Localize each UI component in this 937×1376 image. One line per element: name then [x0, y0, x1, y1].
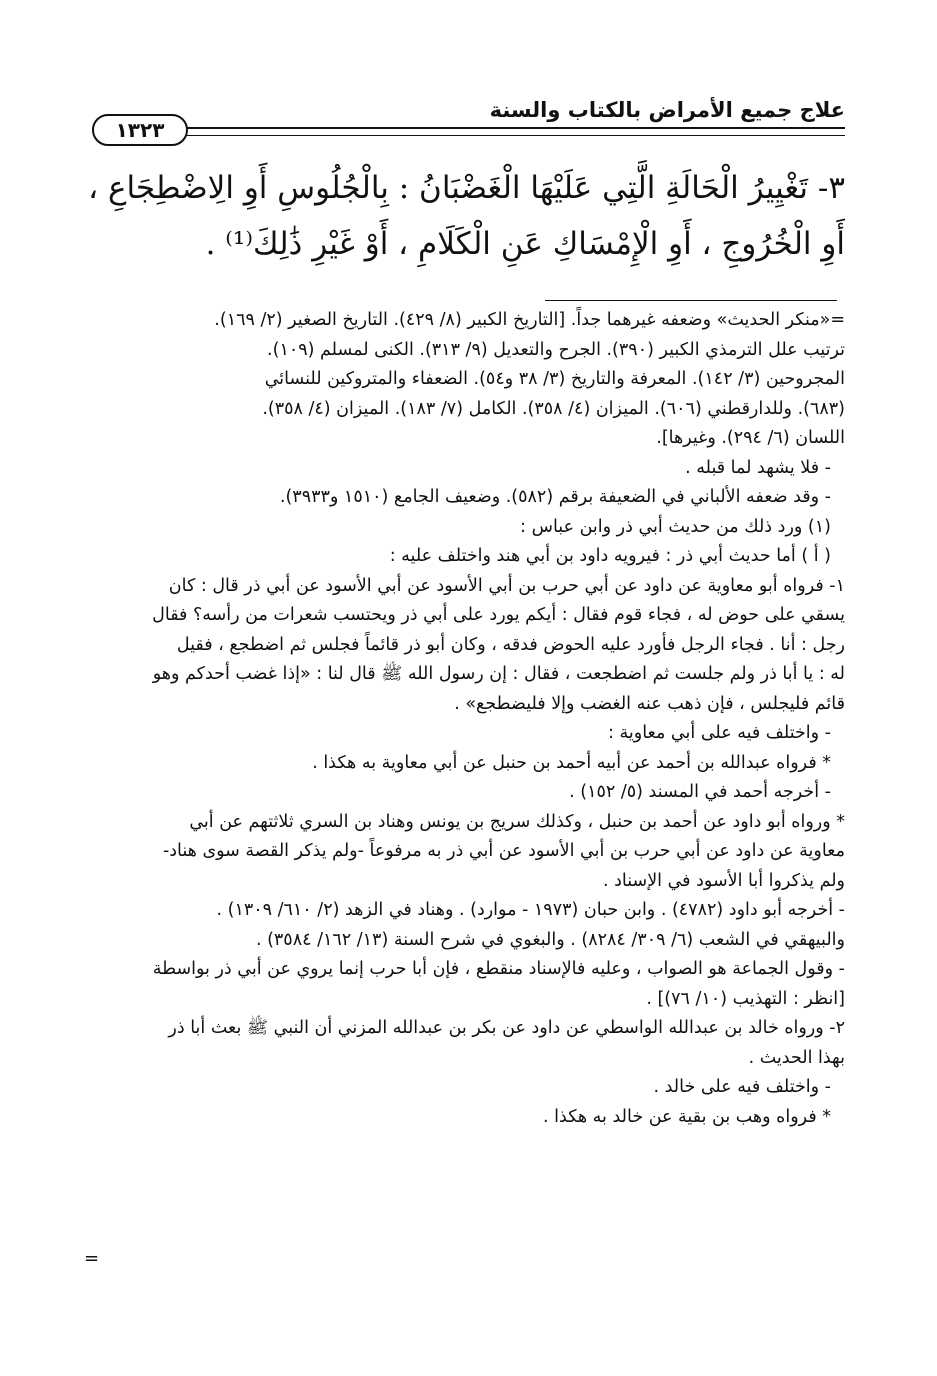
footnote-line: ترتيب علل الترمذي الكبير (٣٩٠). الجرح والتعديل (٩/ ٣١٣). الكنى لمسلم (١٠٩).	[267, 339, 845, 360]
main-line: ٣- تَغْيِيرُ الْحَالَةِ الَّتِي عَلَيْهَا الْغَضْبَانُ : بِالْجُلُوسِ أَوِ الِاضْطِجَاعِ ،	[88, 170, 845, 206]
footnote-line: ١- فرواه أبو معاوية عن داود عن أبي حرب بن أبي الأسود عن أبي الأسود عن أبي ذر قال : كان	[168, 575, 845, 596]
footnote-line: والبيهقي في الشعب (٦/ ٣٠٩/ ٨٢٨٤) . والبغوي في شرح السنة (١٣/ ١٦٢/ ٣٥٨٤) .	[255, 929, 845, 950]
footnote-line: * فرواه عبدالله بن أحمد عن أبيه أحمد بن حنبل عن أبي معاوية به هكذا .	[312, 752, 831, 773]
main-point-text	[85, 160, 845, 272]
main-line: أَوِ الْخُرُوجِ ، أَوِ الْإِمْسَاكِ عَنِ الْكَلَامِ ، أَوْ غَيْرِ ذَٰلِكَ⁽¹⁾ .	[205, 226, 845, 262]
footnote-line: قائم فليجلس ، فإن ذهب عنه الغضب وإلا فليضطجع» .	[454, 693, 845, 714]
page-number: ١٣٢٣	[92, 114, 188, 146]
footnote-line: =«منكر الحديث» وضعفه غيرهما جداً. [التاريخ الكبير (٨/ ٤٢٩). التاريخ الصغير (٢/ ١٦٩).	[214, 310, 845, 330]
footnote-line: يسقي على حوض له ، فجاء قوم فقال : أيكم يورد على أبي ذر ويحتسب شعرات من رأسه؟ فقال	[152, 605, 845, 625]
footnote-line: ولم يذكروا أبا الأسود في الإسناد .	[603, 870, 845, 891]
footnote-line: اللسان (٦/ ٢٩٤). وغيرها].	[656, 428, 845, 448]
header-rule	[180, 127, 845, 136]
footnote-line: بهذا الحديث .	[748, 1047, 845, 1068]
continuation-mark: =	[84, 1248, 100, 1269]
footnote-line: ٢- ورواه خالد بن عبدالله الواسطي عن داود عن بكر بن عبدالله المزني أن النبي ﷺ بعث أبا ذر	[168, 1018, 845, 1038]
footnote-line: - واختلف فيه على أبي معاوية :	[608, 723, 831, 743]
footnote-line: * ورواه أبو داود عن أحمد بن حنبل ، وكذلك سريج بن يونس وهناد بن السري ثلاثتهم عن أبي	[189, 811, 845, 832]
footnote-line: ( أ ) أما حديث أبي ذر : فيرويه داود بن أبي هند واختلف عليه :	[389, 546, 831, 566]
footnote-line: المجروحين (٣/ ١٤٢). المعرفة والتاريخ (٣/ ٣٨ و٥٤). الضعفاء والمتروكين للنسائي	[264, 369, 845, 389]
footnote-line: - أخرجه أبو داود (٤٧٨٢) . وابن حبان (١٩٧٣ - موارد) . وهناد في الزهد (٢/ ٦١٠/ ١٣٠٩) .	[216, 900, 845, 920]
footnote-line: - فلا يشهد لما قبله .	[685, 457, 831, 478]
footnote-line: (٦٨٣). وللدارقطني (٦٠٦). الميزان (٤/ ٣٥٨). الكامل (٧/ ١٨٣). الميزان (٤/ ٣٥٨).	[262, 398, 845, 419]
footnote-line: رجل : أنا . فجاء الرجل فأورد عليه الحوض فدقه ، وكان أبو ذر قائماً فجلس ثم اضطجع ، فقيل	[176, 634, 845, 655]
footnote-line: - أخرجه أحمد في المسند (٥/ ١٥٢) .	[569, 782, 831, 802]
footnote-line: له : يا أبا ذر ولم جلست ثم اضطجعت ، فقال : إن رسول الله ﷺ قال لنا : «إذا غضب أحدكم وهو	[152, 664, 845, 684]
footnote-line: - وقد ضعفه الألباني في الضعيفة برقم (٥٨٢). وضعيف الجامع (١٥١٠ و٣٩٣٣).	[279, 487, 831, 507]
footnote-line: - واختلف فيه على خالد .	[653, 1077, 831, 1097]
footnote-line: [انظر : التهذيب (١٠/ ٧٦)] .	[646, 988, 845, 1009]
footnote-line: معاوية عن داود عن أبي حرب بن أبي الأسود عن أبي ذر به مرفوعاً -ولم يذكر القصة سوى هناد-	[162, 841, 845, 861]
running-title: علاج جميع الأمراض بالكتاب والسنة	[489, 98, 845, 122]
footnote-line: - وقول الجماعة هو الصواب ، وعليه فالإسناد منقطع ، فإن أبا حرب إنما يروي عن أبي ذر بواسطة	[152, 959, 845, 979]
footnote-separator	[545, 300, 837, 301]
footnote-line: (١) ورد ذلك من حديث أبي ذر وابن عباس :	[520, 516, 831, 537]
footnotes	[92, 306, 845, 1132]
footnote-line: * فرواه وهب بن بقية عن خالد به هكذا .	[543, 1106, 831, 1127]
